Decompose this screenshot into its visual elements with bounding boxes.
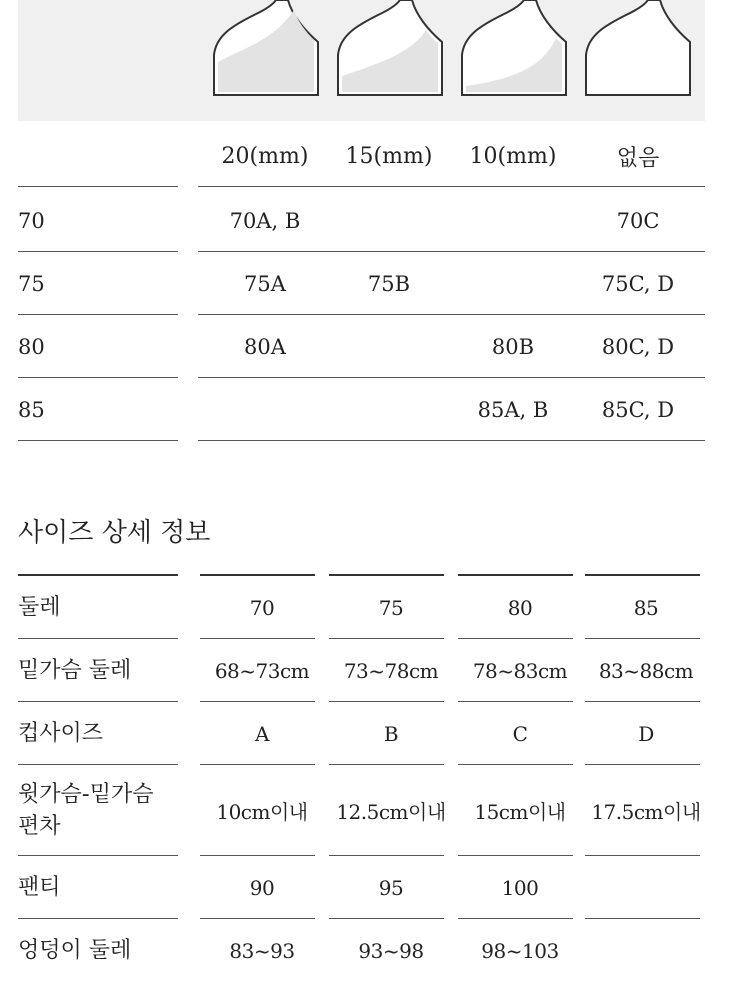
band-size-label: 70 [18,208,45,233]
row-divider [198,186,705,187]
cup-table-header-row [18,125,705,188]
bra-cup-padding-icon [18,0,705,121]
row-divider [198,440,705,441]
size-detail-row [18,576,705,639]
size-detail-cell: B [383,721,399,746]
band-size-label: 75 [18,271,45,296]
size-detail-label-text [18,718,103,750]
cup-table-cell [198,378,332,441]
size-detail-cell: 68~73cm [214,658,310,683]
label-line: 컵사이즈 [18,720,104,746]
label-line: 편차 [18,813,61,839]
cup-table-cell [446,252,580,315]
cup-table-cell [446,189,580,252]
size-detail-cell: 83~93 [229,938,295,963]
size-detail-cell: 85 [633,595,659,620]
size-detail-label [18,856,178,919]
cup-table-row [18,315,705,378]
size-detail-label-text [18,779,153,843]
size-detail-cell: 10cm이내 [216,800,308,824]
size-detail-cell: 93~98 [358,938,424,963]
cup-table-header-cell: 15(mm) [345,144,433,169]
size-detail-title: 사이즈 상세 정보 [18,518,211,548]
band-size-label: 80 [18,334,45,359]
cup-table-cell [322,315,456,378]
size-detail-cell: 100 [501,875,539,900]
label-line: 밑가슴 둘레 [18,657,132,683]
size-detail-label [18,576,178,639]
cup-table-row [18,252,705,315]
size-detail-cell: 90 [249,875,275,900]
size-detail-label [18,765,178,856]
size-detail-label-text [18,935,131,967]
padding-illustration [18,0,705,121]
size-detail-cell [584,919,708,982]
size-detail-label-text [18,592,61,624]
cup-table-cell: 70C [616,208,660,233]
size-detail-cell [584,856,708,919]
size-detail-cell: 73~78cm [343,658,439,683]
size-detail-label-text [18,872,61,904]
size-detail-cell: 80 [507,595,533,620]
size-detail-cell: 75 [378,595,404,620]
size-detail-cell: 17.5cm이내 [591,800,701,824]
size-detail-cell: 12.5cm이내 [336,800,446,824]
size-detail-row [18,765,705,856]
size-detail-cell: A [255,721,269,746]
size-detail-row [18,856,705,919]
size-detail-row [18,919,705,982]
size-detail-label [18,702,178,765]
size-detail-label-text [18,655,131,687]
cup-table-cell: 75B [367,271,411,296]
size-detail-row [18,639,705,702]
cup-table-cell: 85C, D [601,397,675,422]
size-detail-label [18,639,178,702]
size-detail-cell: 78~83cm [472,658,568,683]
size-detail-cell: 70 [249,595,275,620]
row-divider [18,186,178,187]
size-detail-cell: 95 [378,875,404,900]
label-line: 둘레 [18,594,61,620]
cup-table-row [18,378,705,441]
cup-table-header-cell: 20(mm) [221,144,309,169]
label-line: 엉덩이 둘레 [18,937,132,963]
size-detail-cell: D [638,721,654,746]
cup-table-cell: 70A, B [229,208,301,233]
row-divider [18,440,178,441]
cup-table-header-cell: 10(mm) [469,144,557,169]
cup-table-cell: 75A [244,271,286,296]
size-detail-row [18,702,705,765]
cup-table-cell [322,378,456,441]
band-size-label: 85 [18,397,45,422]
size-detail-cell: 98~103 [481,938,559,963]
cup-table-cell: 75C, D [601,271,675,296]
cup-table-header-cell: 없음 [616,146,660,171]
cup-table-cell: 80C, D [601,334,675,359]
size-detail-label [18,919,178,982]
cup-table-cell: 80B [491,334,535,359]
size-detail-cell: C [512,721,528,746]
size-detail-cell: 83~88cm [598,658,694,683]
cup-table-cell: 80A [244,334,286,359]
size-detail-cell: 15cm이내 [474,800,566,824]
label-line: 윗가슴-밑가슴 [18,781,154,807]
label-line: 팬티 [18,874,61,900]
cup-table-cell: 85A, B [477,397,549,422]
cup-table-row [18,189,705,252]
cup-table-cell [322,189,456,252]
